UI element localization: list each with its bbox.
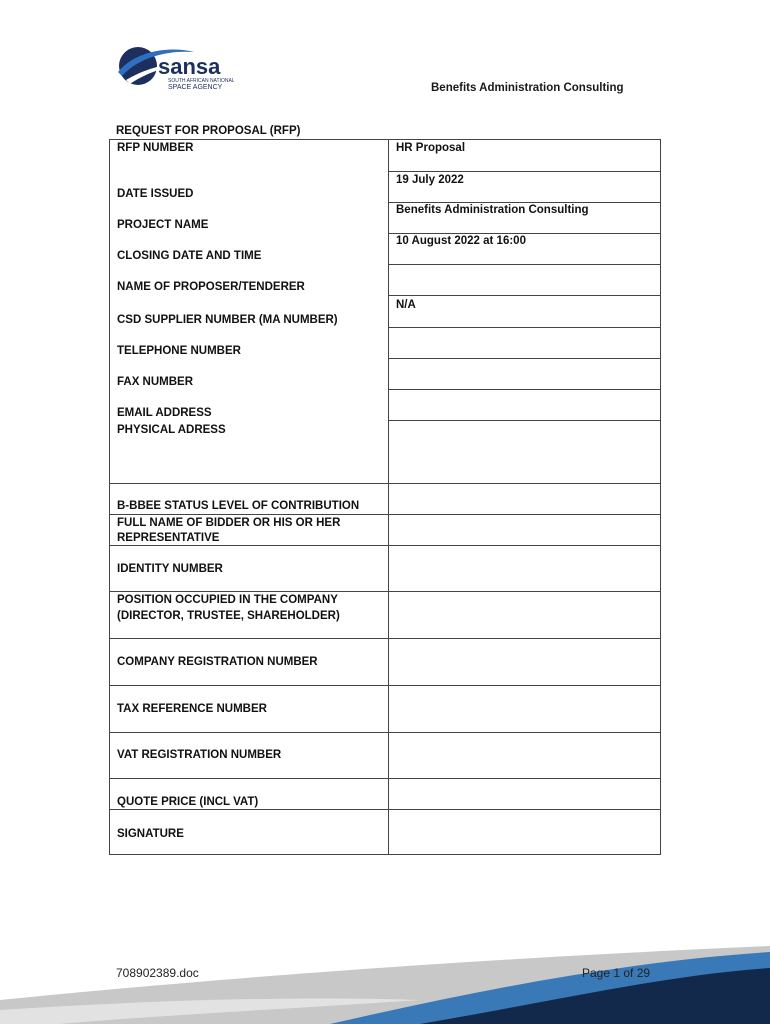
label-full-name-line1: FULL NAME OF BIDDER OR HIS OR HER	[117, 517, 341, 529]
row-divider	[110, 483, 660, 484]
label-proposer-name: NAME OF PROPOSER/TENDERER	[117, 281, 305, 293]
rfp-heading: REQUEST FOR PROPOSAL (RFP)	[116, 125, 301, 137]
label-identity-number: IDENTITY NUMBER	[117, 563, 223, 575]
label-physical-address: PHYSICAL ADRESS	[117, 424, 226, 436]
footer-page-number: Page 1 of 29	[582, 966, 651, 980]
row-divider	[110, 685, 660, 686]
row-divider	[388, 420, 660, 421]
value-csd-number: N/A	[396, 299, 416, 311]
row-divider	[388, 295, 660, 296]
label-bbbee-status: B-BBEE STATUS LEVEL OF CONTRIBUTION	[117, 500, 360, 512]
svg-text:sansa: sansa	[158, 54, 221, 79]
label-rfp-number: RFP NUMBER	[117, 142, 194, 154]
value-rfp-number: HR Proposal	[396, 142, 466, 154]
label-date-issued: DATE ISSUED	[117, 188, 194, 200]
footer-document-name: 708902389.doc	[116, 966, 199, 980]
value-project-name: Benefits Administration Consulting	[396, 204, 589, 216]
label-position-line1: POSITION OCCUPIED IN THE COMPANY	[117, 594, 338, 606]
footer-wave-graphic	[0, 900, 770, 1024]
row-divider	[388, 389, 660, 390]
row-divider	[388, 327, 660, 328]
svg-text:SPACE AGENCY: SPACE AGENCY	[168, 84, 223, 91]
label-telephone: TELEPHONE NUMBER	[117, 345, 241, 357]
row-divider	[388, 358, 660, 359]
sansa-logo	[116, 42, 266, 94]
label-email: EMAIL ADDRESS	[117, 407, 212, 419]
label-closing-date: CLOSING DATE AND TIME	[117, 250, 262, 262]
label-tax-reference: TAX REFERENCE NUMBER	[117, 703, 267, 715]
row-divider	[388, 264, 660, 265]
label-full-name-line2: REPRESENTATIVE	[117, 532, 220, 544]
value-date-issued: 19 July 2022	[396, 174, 464, 186]
label-signature: SIGNATURE	[117, 828, 184, 840]
row-divider	[110, 732, 660, 733]
column-divider	[388, 140, 389, 854]
label-quote-price: QUOTE PRICE (INCL VAT)	[117, 796, 259, 808]
label-csd-number: CSD SUPPLIER NUMBER (MA NUMBER)	[117, 314, 338, 326]
row-divider	[110, 638, 660, 639]
label-fax: FAX NUMBER	[117, 376, 194, 388]
value-closing-date: 10 August 2022 at 16:00	[396, 235, 526, 247]
row-divider	[110, 778, 660, 779]
label-position-line2: (DIRECTOR, TRUSTEE, SHAREHOLDER)	[117, 610, 340, 622]
svg-text:SOUTH AFRICAN NATIONAL: SOUTH AFRICAN NATIONAL	[168, 78, 235, 84]
document-header-title: Benefits Administration Consulting	[431, 82, 624, 94]
label-project-name: PROJECT NAME	[117, 219, 209, 231]
label-company-registration: COMPANY REGISTRATION NUMBER	[117, 656, 318, 668]
label-vat-registration: VAT REGISTRATION NUMBER	[117, 749, 282, 761]
rfp-form-table	[109, 139, 661, 855]
